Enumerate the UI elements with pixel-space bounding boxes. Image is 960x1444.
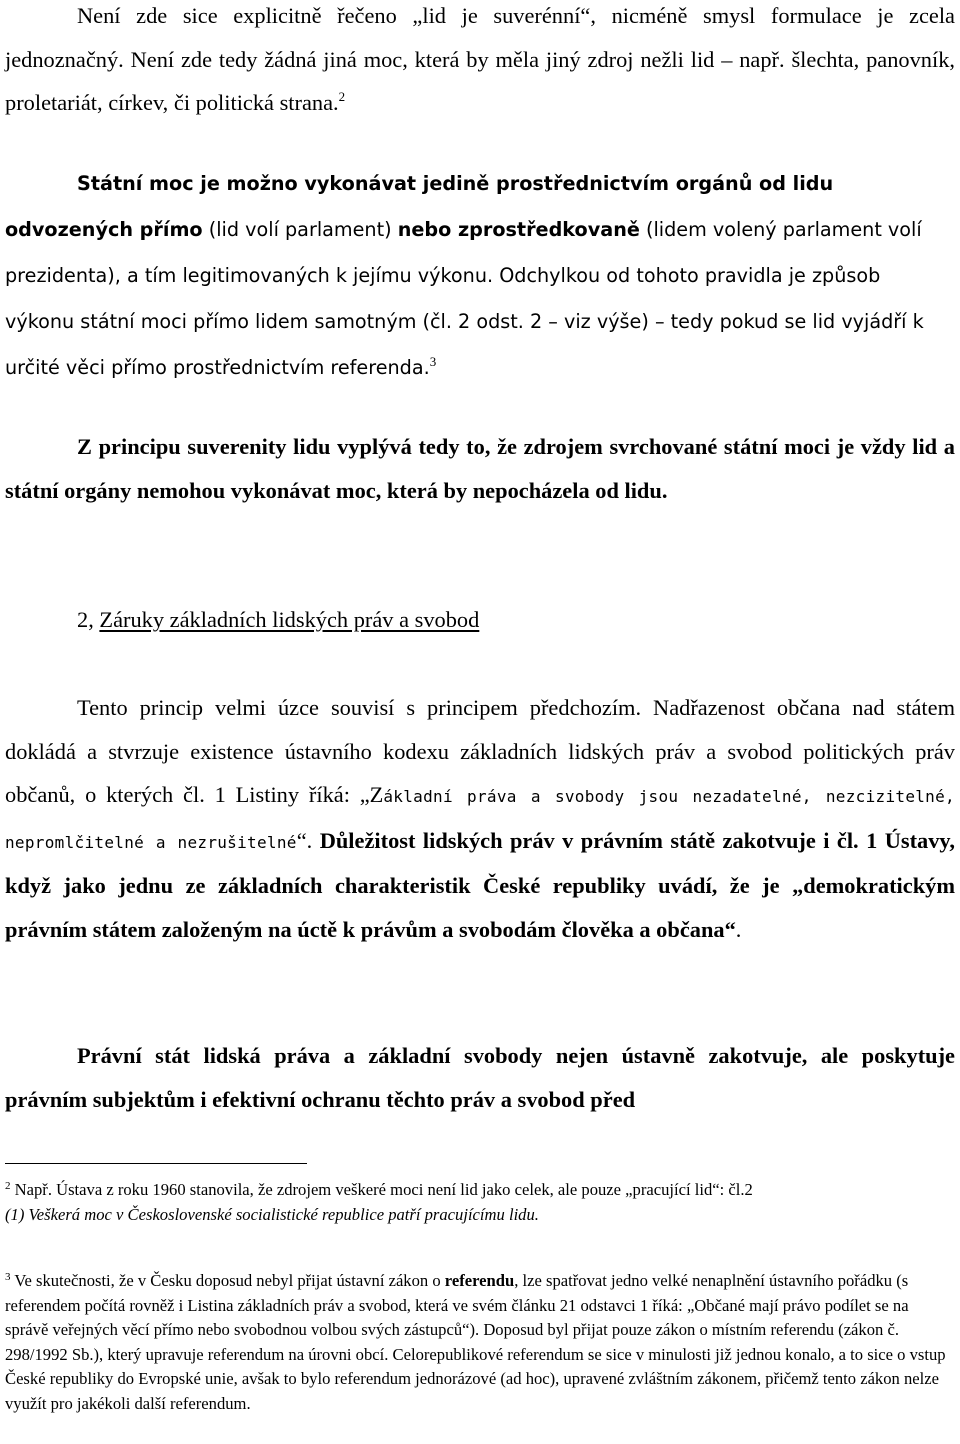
quoted-article-text: ákladní práva a svobody jsou nezadatelné, nezcizitelné, nepromlčitelné a nezrušitelné [5,787,955,852]
paragraph-sovereignty-conclusion: Z principu suverenity lidu vyplývá tedy to, že zdrojem svrchované státní moci je vždy lid a státní orgány nemohou vykonávat moc, která by nepocházela od lidu. [5,434,955,503]
paragraph-rule-of-law: Právní stát lidská práva a základní svobody nejen ústavně zakotvuje, ale poskytuje právním subjektům i efektivní ochranu těchto práv a svobod před [5,1043,955,1112]
section-heading [77,600,479,640]
paragraph-sovereignty-intro: Není zde sice explicitně řečeno „lid je suverénní“, nicméně smysl formulace je zcela jednoznačný. Není zde tedy žádná jiná moc, která by měla jiný zdroj nežli lid – např. šlechta, panovník, proletariát, církev, či politická strana.$^2$ [5,3,955,115]
paragraph-human-rights: Tento princip velmi úzce souvisí s principem předchozím. Nadřazenost občana nad státem dokládá a stvrzuje existence ústavního kodexu základních lidských práv a svobod politických práv občanů, o kterých čl. 1 Listiny říká: „Základní práva a svobody jsou nezadatelné, nezcizitelné, nepromlčitelné a nezrušitelné“. Důležitost lidských práv v právním státě zakotvuje i čl. 1 Ústavy, když jako jednu ze základních charakteristik České republiky uvádí, že je „demokratickým právním státem založeným na úctě k právům a svobodám člověka a občana“. [5,695,955,942]
section-number: 2, [77,607,100,632]
footnote-number: 3 [5,1271,11,1283]
italic-citation: (1) Veškerá moc v Československé socialistické republice patří pracujícímu lidu. [5,1204,539,1224]
bold-text: nebo zprostředkovaně [397,218,640,241]
section-title: Záruky základních lidských práv a svobod [99,607,480,632]
paragraph-state-power: Státní moc je možno vykonávat jedině prostřednictvím orgánů od lidu odvozených přímo (lid volí parlament) nebo zprostředkovaně (lidem volený parlament volí prezidenta), a tím legitimovaných k jejímu výkonu. Odchylkou od tohoto pravidla je způsob výkonu státní moci přímo lidem samotným (čl. 2 odst. 2 – viz výše) – tedy pokud se lid vyjádří k určité věci přímo prostřednictvím referenda.$^3$ [5,172,924,379]
bold-text: referendu [444,1271,515,1290]
footnote-3: $^3$ Ve skutečnosti, že v Česku doposud nebyl přijat ústavní zákon o referendu, lze spatřovat jedno velké nenaplnění ústavního pořádku (s referendem počítá rovněž i Listina základních práv a svobod, která ve svém článku 21 odstavci 1 říká: „Občané mají právo podílet se na správě veřejných věcí přímo nebo svobodnou volbou svých zástupců“). Doposud byl přijat pouze zákon o místním referendu (zákon č. 298/1992 Sb.), který upravuje referendum na úrovni obcí. Celorepublikové referendum se sice v minulosti již jednou konalo, a to sice o vstup České republiky do Evropské unie, avšak to bylo referendum jednorázové (ad hoc), upravené zvláštním zákonem, přičemž tento zákon nelze využít pro jakékoli další referendum. [5,1271,946,1413]
footnote-ref-3[interactable]: 3 [429,354,437,369]
bold-text: Důležitost lidských práv v právním státě zakotvuje i čl. 1 Ústavy, když jako jednu ze základních charakteristik České republiky uvádí, že je „demokratickým právním státem založeným na úctě k právům a svobodám člověka a občana“ [5,827,955,942]
footnote-separator [5,1163,307,1164]
footnote-ref-2[interactable]: 2 [338,89,346,104]
bold-text: Státní moc je možno vykonávat jedině prostřednictvím orgánů od lidu odvozených přímo [5,172,834,241]
footnote-number: 2 [5,1180,11,1192]
footnote-2: $^2$ Např. Ústava z roku 1960 stanovila, že zdrojem veškeré moci není lid jako celek, ale pouze „pracující lid“: čl.2 (1) Veškerá moc v Československé socialistické republice patří pracujícímu lidu. [5,1180,753,1224]
